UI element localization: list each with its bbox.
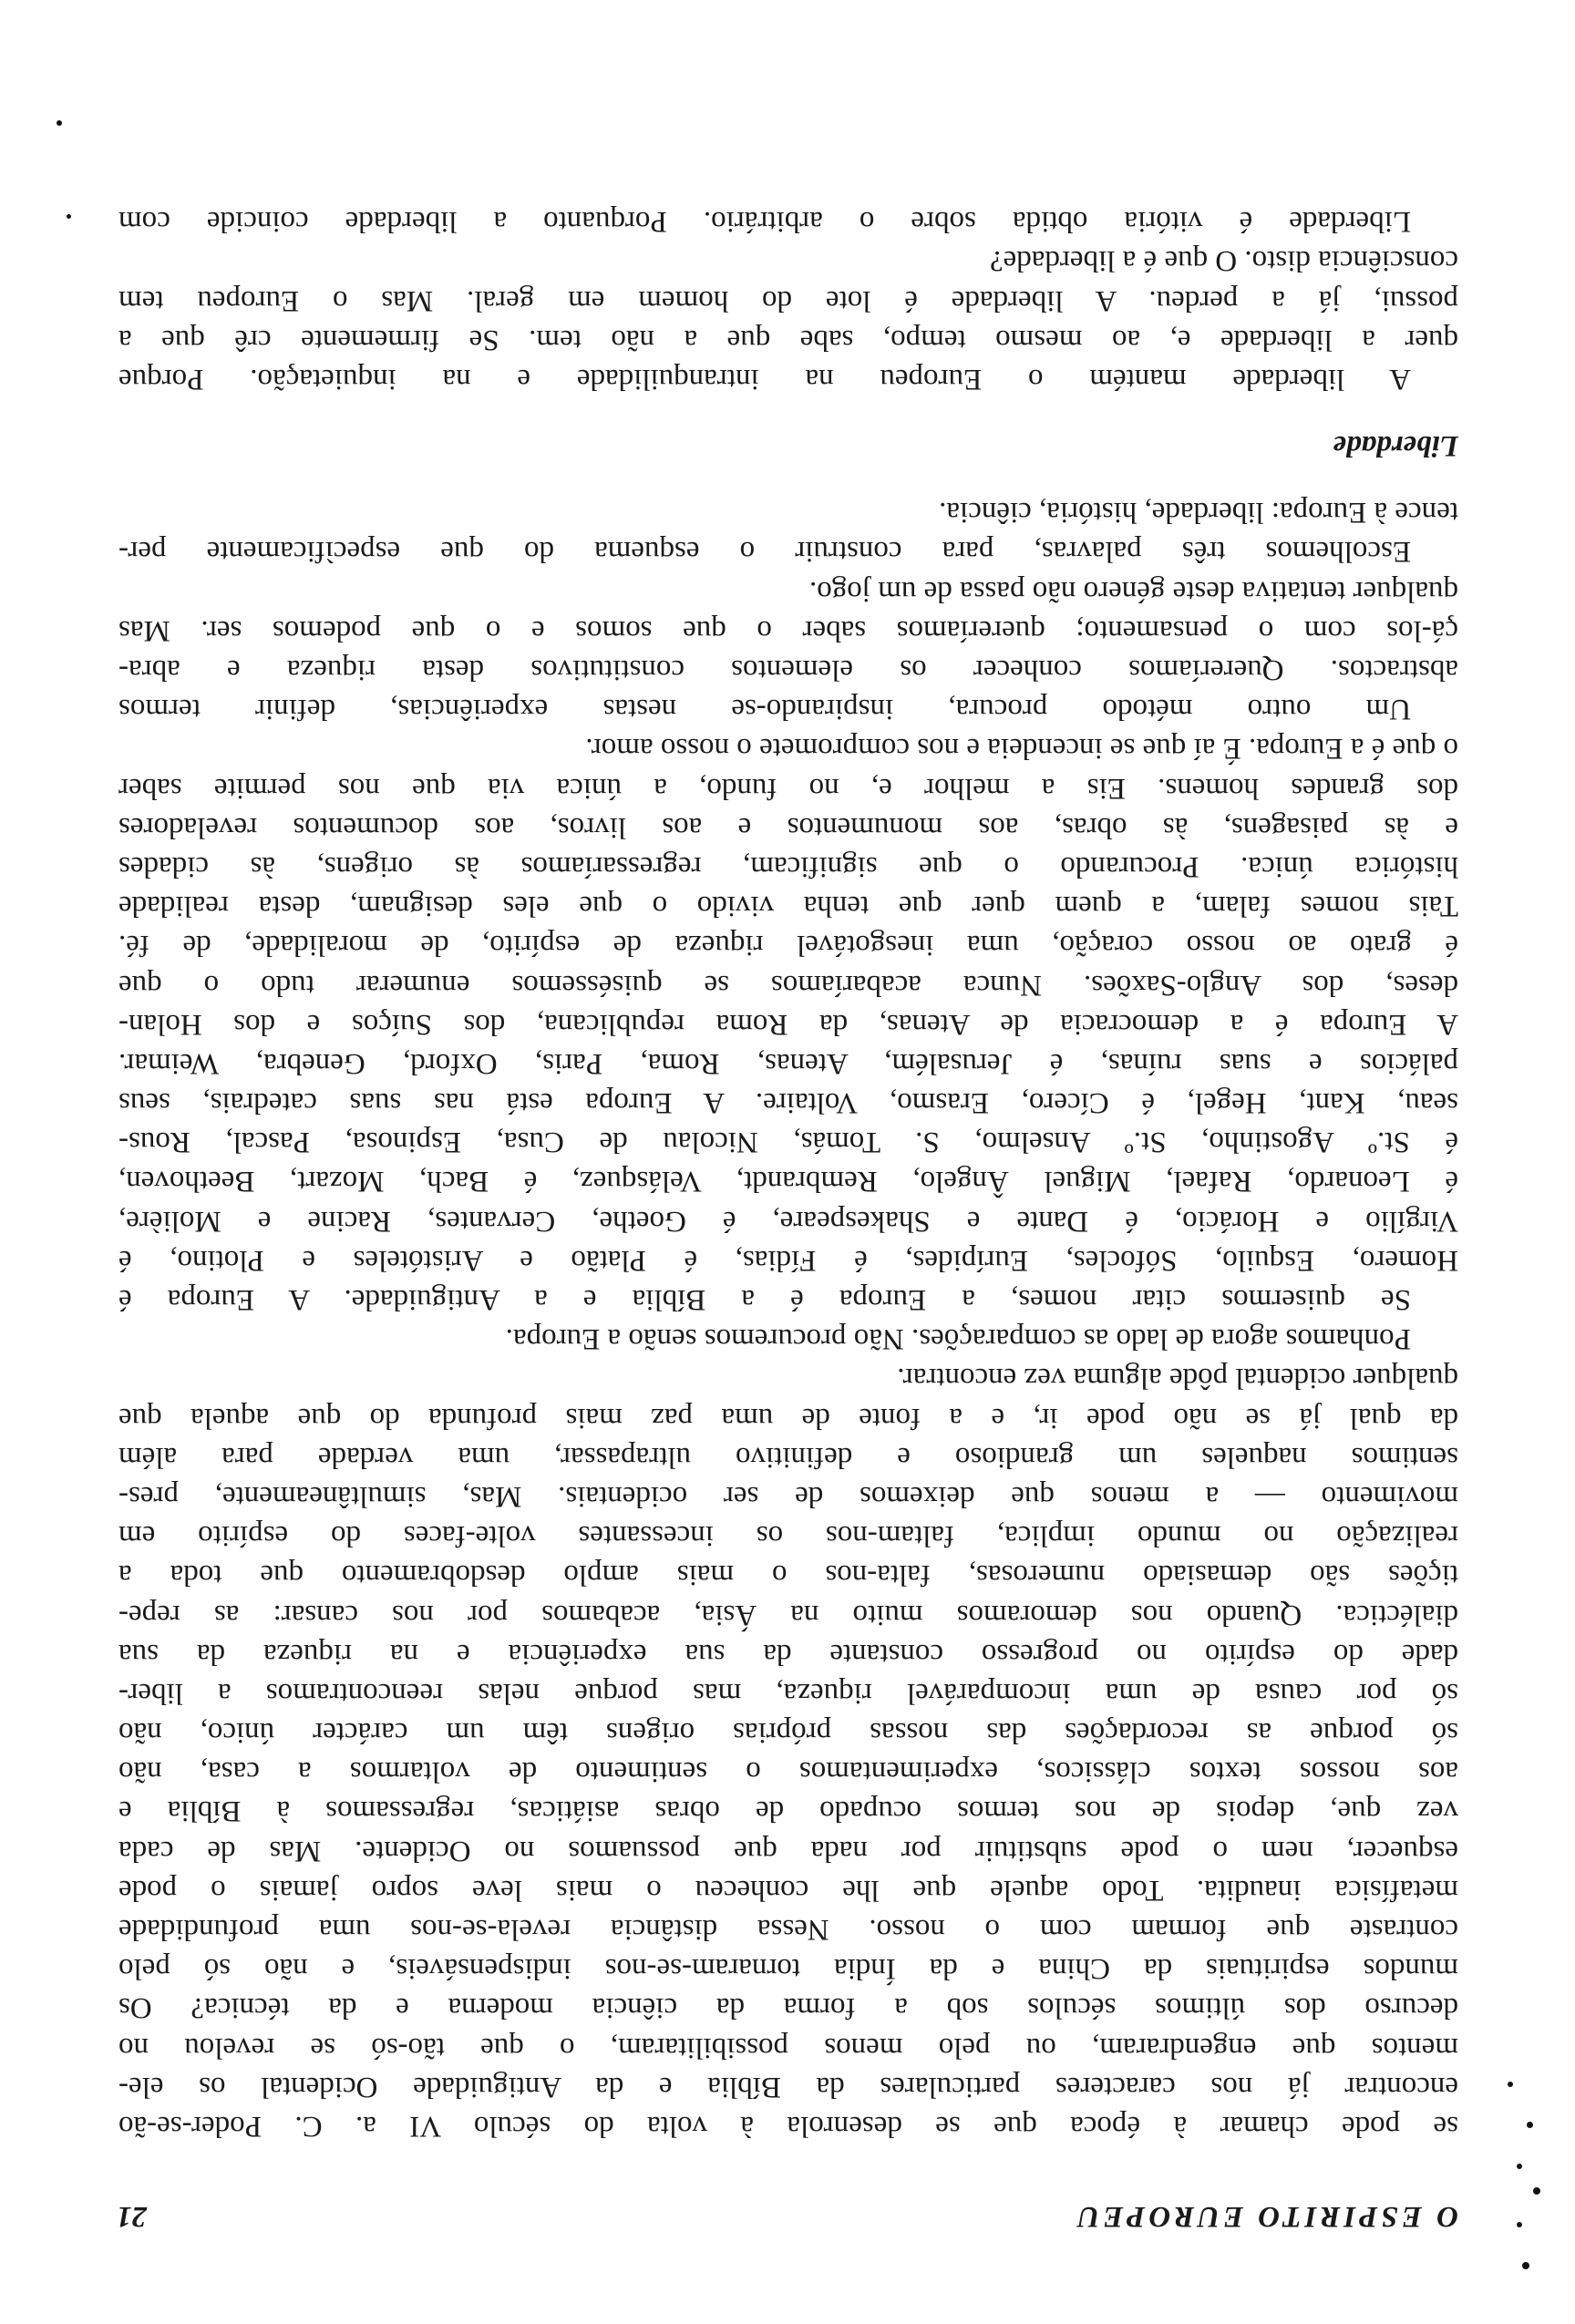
text-line: contraste que formam com o nosso. Nessa distância revela-se-nos uma profundidade [118,1913,1458,1947]
text-line: encontrar já nos caracteres particulares da Bíblia e da Antiguidade Ocidental os ele- [118,2070,1458,2103]
text-line: deses, dos Anglo-Saxões. Nunca acabaríamos se quiséssemos enumerar tudo o que [118,968,1458,1002]
text-line: A Europa é a democracia de Atenas, da Roma republicana, dos Suíços e dos Holan- [118,1007,1458,1041]
page-body [118,201,1458,2145]
text-line: histórica única. Procurando o que significam, regressaríamos às origens, às cidades [118,850,1458,883]
text-line: sentimos naqueles um grandioso e definitivo ultrapassar, uma verdade para além [118,1440,1458,1474]
text-line: é Leonardo, Rafael, Miguel Ângelo, Rembrandt, Velásquez, é Bach, Mozart, Beethoven, [118,1165,1458,1198]
text-line: consciência disto. O que é a liberdade? [989,244,1458,278]
text-line: tições são demasiado numerosas, falta-nos o mais amplo desdobramento que toda a [118,1558,1458,1592]
text-line: é St.º Agostinho, St.º Anselmo, S. Tomás, Nicolau de Cusa, Espinosa, Pascal, Rous- [118,1126,1458,1159]
text-line: qualquer tentativa deste género não passa de um jogo. [808,574,1458,608]
text-line: se pode chamar à época que se desenrola à volta do século VI a. C. Poder-se-ão [118,2110,1458,2143]
text-line: aos nossos textos clássicos, experimentamos o sentimento de voltarmos a casa, não [118,1755,1458,1789]
ink-speck [1533,2187,1540,2195]
text-line: seau, Kant, Hegel, é Cícero, Erasmo, Voltaire. A Europa está nas suas catedrais, seus [118,1086,1458,1120]
section-heading: Liberdade [1333,429,1458,463]
text-line: quer a liberdade e, ao mesmo tempo, sabe que a não tem. Se firmemente crê que a [118,323,1458,356]
text-line: só por causa de uma incomparável riqueza, mas porque nelas reencontramos a liber- [118,1676,1458,1710]
paragraph-start: A liberdade mantém o Europeu na intranquilidade e na inquietação. Porque [118,362,1411,396]
text-line: Homero, Esquilo, Sófocles, Eurípides, é Fídias, é Platão e Aristóteles e Plotino, é [118,1243,1458,1277]
text-line: dos grandes homens. Eis a melhor e, no fundo, a única via que nos permite saber [118,771,1458,805]
text-line: abstractos. Quereríamos conhecer os elementos constitutivos desta riqueza e abra- [118,653,1458,687]
text-line: é grato ao nosso coração, uma inesgotável riqueza de espírito, de moralidade, de fé. [118,929,1458,962]
ink-speck [1508,2082,1513,2087]
text-line: decurso dos últimos séculos sob a forma da ciência moderna e da técnica? Os [118,1991,1458,2025]
text-line: mentos que engendraram, ou pelo menos possibilitaram, o que tão-só se revelou no [118,2031,1458,2064]
text-line: qualquer ocidental pôde alguma vez encontrar. [897,1362,1458,1395]
paragraph-start: Liberdade é vitória obtida sobre o arbitrário. Porquanto a liberdade coincide com [118,205,1411,239]
text-line: dade do espírito no progresso constante da sua experiência e na riqueza da sua [118,1637,1458,1671]
text-line: realização no mundo implica, faltam-nos os incessantes volte-faces do espírito em [118,1519,1458,1553]
paragraph-start: Ponhamos agora de lado as comparações. Não procuremos senão a Europa. [505,1322,1411,1356]
page-number: 21 [117,2200,147,2233]
ink-speck [67,214,71,219]
text-line: o que é a Europa. É aí que se incendeia e nos compromete o nosso amor. [585,732,1458,766]
text-line: mundos espirituais da China e da Índia tornaram-se-nos indispensáveis, e não só pelo [118,1952,1458,1986]
ink-speck [1522,2262,1529,2269]
running-head-title: O ESPIRITO EUROPEU [1074,2200,1458,2233]
text-line: tence à Europa: liberdade, história, ciência. [939,496,1458,530]
ink-speck [1517,2222,1522,2227]
ink-speck [1517,2164,1522,2169]
paragraph-start: Um outro método procura, inspirando-se nestas experiências, definir termos [118,693,1411,726]
paragraph-start: Escolhemos três palavras, para construir o esquema do que especìficamente per- [118,535,1411,569]
text-line: metafísica inaudita. Todo aquele que lhe conheceu o mais leve sopro jamais o pode [118,1873,1458,1907]
text-line: possui, já a perdeu. A liberdade é lote do homem em geral. Mas o Europeu tem [118,283,1458,317]
text-line: da qual já se não pode ir, e a fonte de uma paz mais profunda do que aquela que [118,1401,1458,1435]
text-line: movimento — a menos que deixemos de ser ocidentais. Mas, simultâneamente, pres- [118,1480,1458,1513]
text-line: palácios e suas ruínas, é Jerusalém, Atenas, Roma, Paris, Oxford, Genebra, Weimar. [118,1046,1458,1080]
text-line: çá-los com o pensamento; quereríamos saber o que somos e o que podemos ser. Mas [118,613,1458,647]
text-line: e às paisagens, às obras, aos monumentos e aos livros, aos documentos reveladores [118,810,1458,844]
paragraph-start: Se quisermos citar nomes, a Europa é a Bíblia e a Antiguidade. A Europa é [118,1283,1411,1317]
text-line: Tais nomes falam, a quem quer que tenha vivido o que eles designam, desta realidade [118,889,1458,923]
text-line: dialéctica. Quando nos demoramos muito na Ásia, acabamos por nos cansar: as repe- [118,1598,1458,1631]
text-line: só porque as recordações das nossas próprias origens têm um carácter único, não [118,1716,1458,1750]
running-head [117,2178,1458,2233]
text-line: vez que, depois de nos termos ocupado de obras asiáticas, regressamos à Bíblia e [118,1794,1458,1828]
ink-speck [57,120,62,126]
text-line: esquecer, nem o pode substituir por nada que possuamos no Ocidente. Mas de cada [118,1834,1458,1867]
text-line: Virgílio e Horácio, é Dante e Shakespeare, é Goethe, Cervantes, Racine e Molière, [118,1204,1458,1238]
ink-speck [1527,2122,1533,2128]
